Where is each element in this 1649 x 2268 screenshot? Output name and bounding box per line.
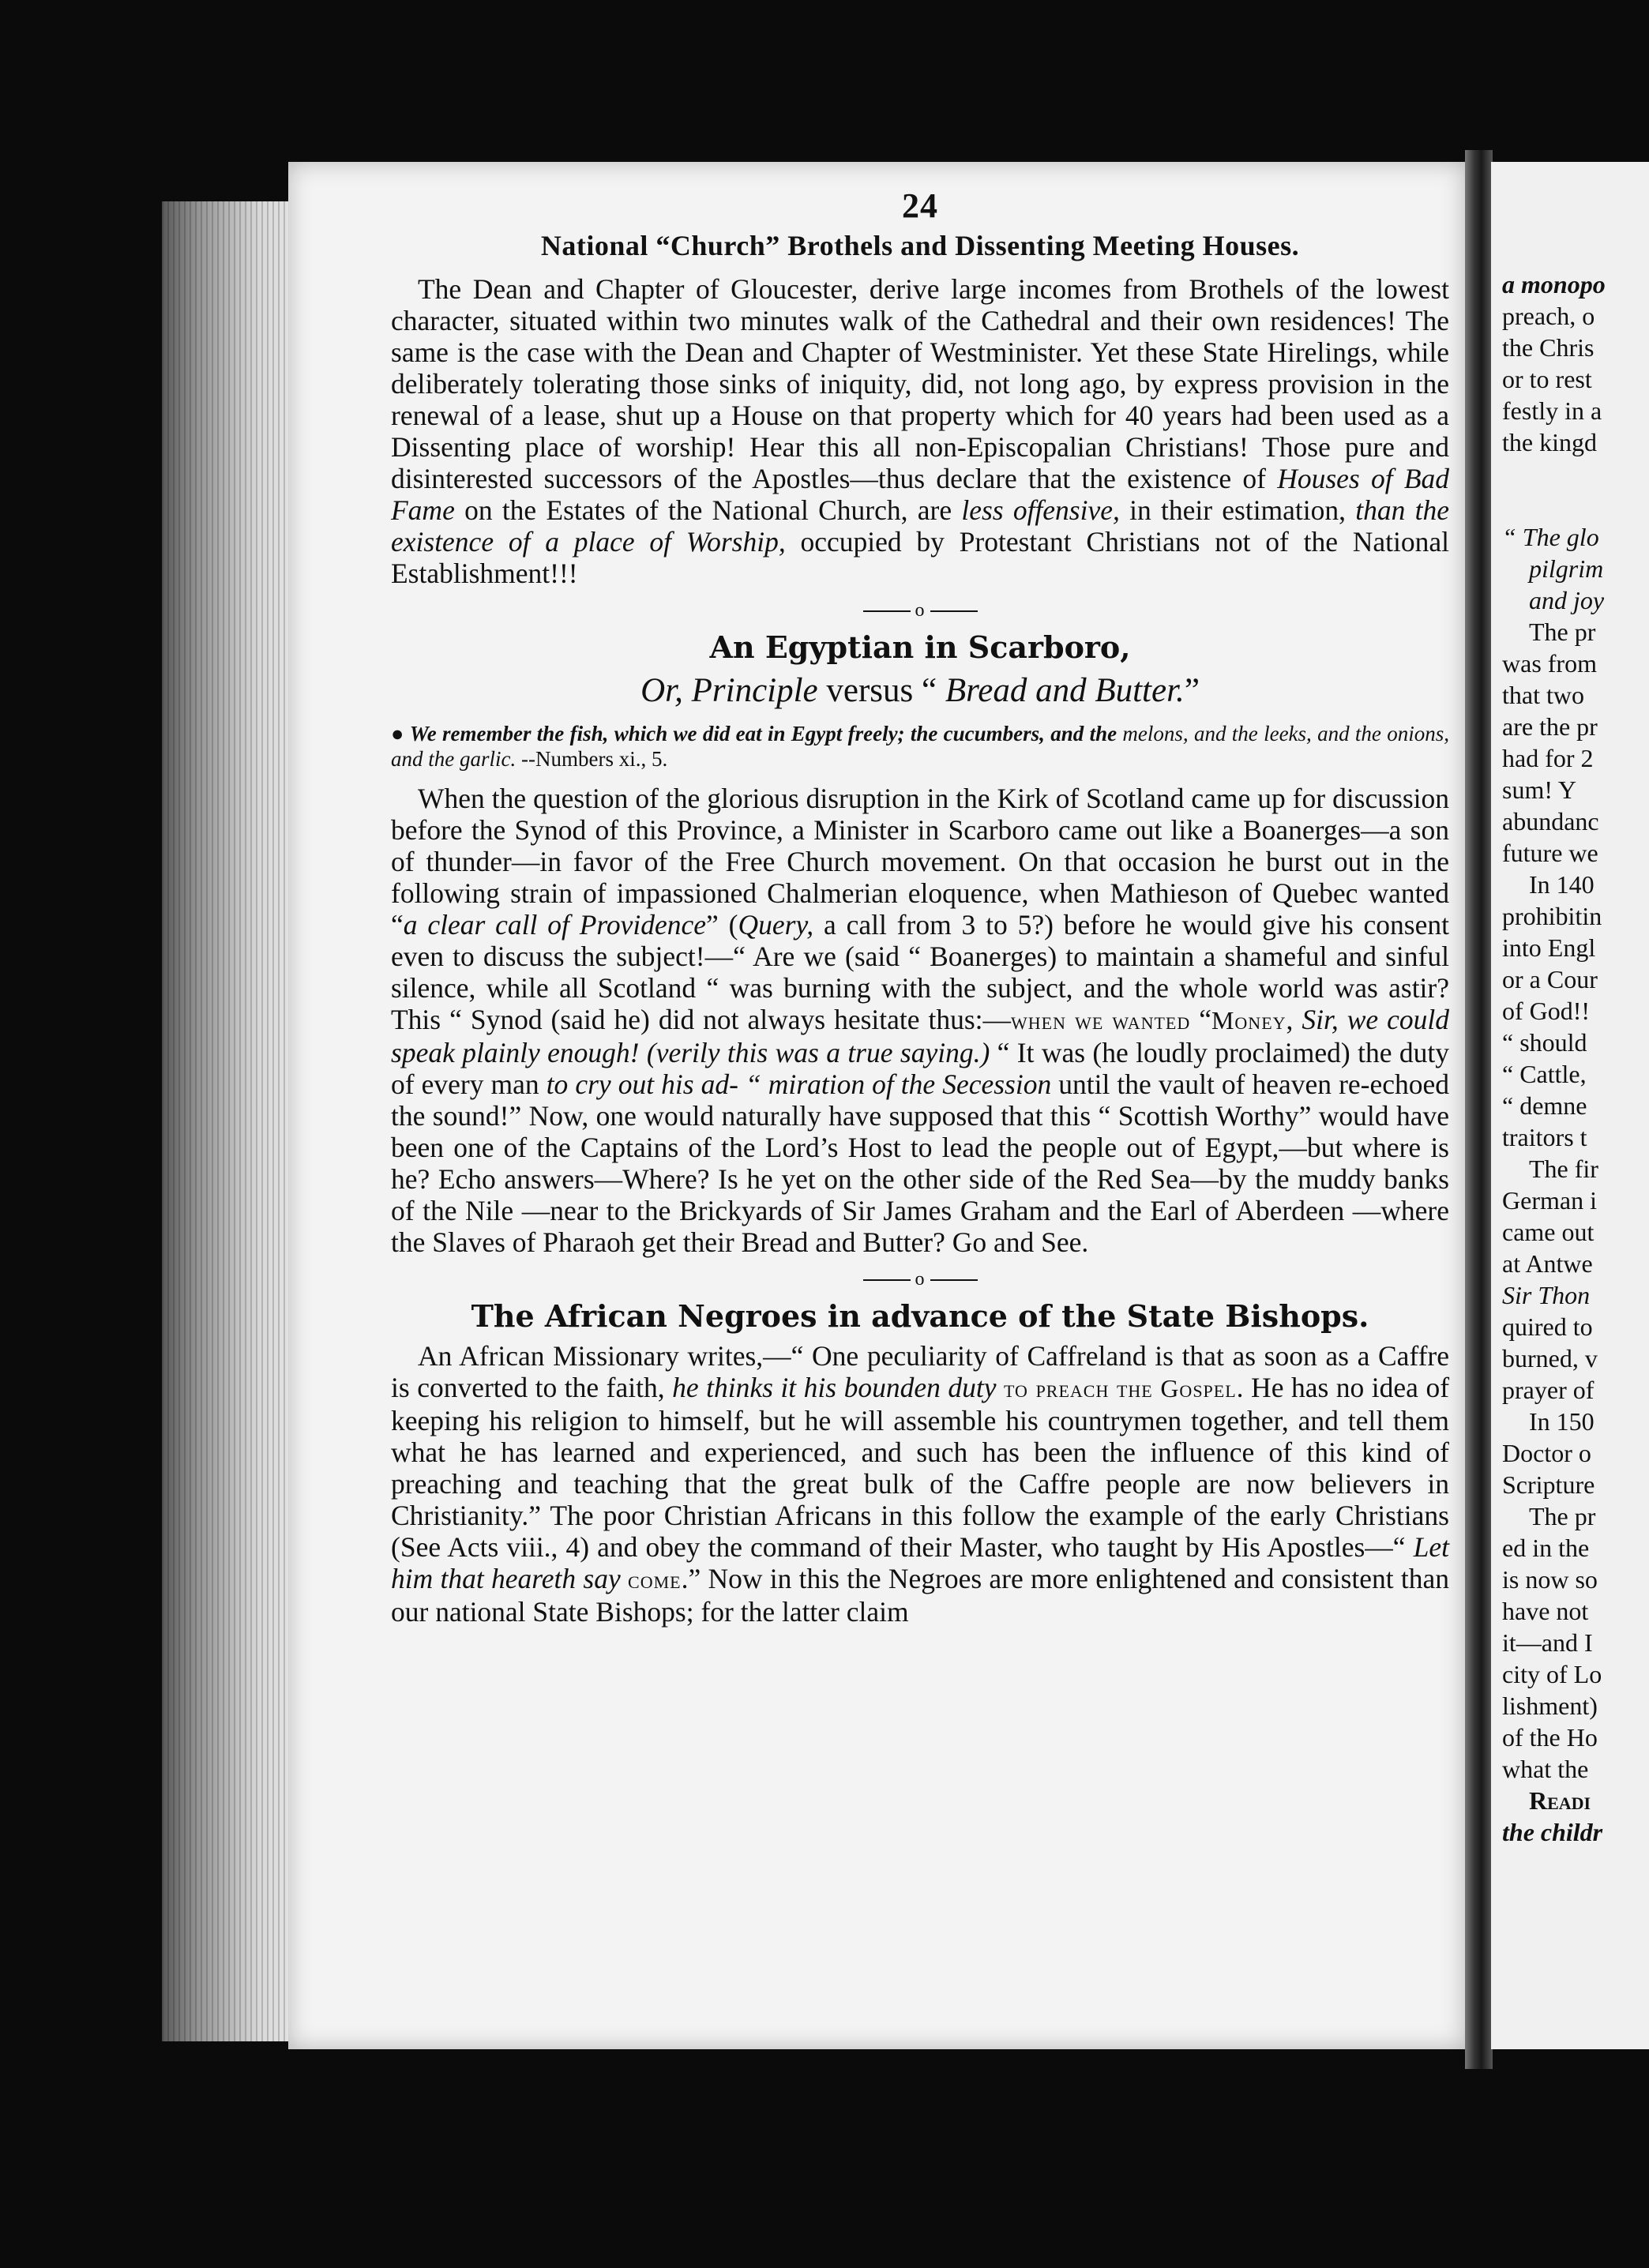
facing-line: quired to [1502, 1312, 1593, 1341]
facing-line: “ The glo [1502, 523, 1599, 551]
facing-line: preach, o [1502, 302, 1595, 330]
section-separator: o [391, 600, 1449, 621]
facing-line: future we [1502, 839, 1598, 867]
facing-line: The fir [1529, 1155, 1598, 1183]
article2-epigraph: ● We remember the fish, which we did eat in Egypt freely; the cucumbers, and the melons, and the leeks, and the onions, and the garlic. --Numbers xi., 5. [391, 722, 1449, 771]
facing-line: The pr [1529, 1502, 1596, 1530]
facing-line: German i [1502, 1186, 1597, 1215]
facing-line: of the Ho [1502, 1723, 1598, 1752]
facing-line [1502, 458, 1649, 490]
facing-line: what the [1502, 1755, 1589, 1783]
page-content [391, 186, 1449, 1628]
facing-line: Doctor o [1502, 1439, 1591, 1467]
article3-body: An African Missionary writes,—“ One peculiarity of Caffreland is that as soon as a Caffre is converted to the faith, he thinks it his bounden duty to preach the Gospel. He has no idea of keeping his religion to himself, but he will assemble his countrymen together, and tell them what he has learned and experienced, and such has been the influence of this kind of preaching and teaching that the great bulk of the Caffre people are now believers in Christianity.” The poor Christian Africans in this follow the example of the early Christians (See Acts viii., 4) and obey the command of their Master, who taught by His Apostles—“ Let him that heareth say come.” Now in this the Negroes are more enlightened and consistent than our national State Bishops; for the latter claim [391, 1340, 1450, 1628]
article2-body: When the question of the glorious disruption in the Kirk of Scotland came up for discussion before the Synod of this Province, a Minister in Scarboro came out like a Boanerges—a son of thunder—in favor of the Free Church movement. On that occasion he burst out in the following strain of impassioned Chalmerian eloquence, when Mathieson of Quebec wanted “a clear call of Providence” (Query, a call from 3 to 5?) before he would give his consent even to discuss the subject!—“ Are we (said “ Boanerges) to maintain a shameful and sinful silence, while all Scotland “ was burning with the subject, and the whole world was astir? This “ Synod (said he) did not always hesitate thus:—when we wanted “Money, Sir, we could speak plainly enough! (verily this was a true saying.) “ It was (he loudly proclaimed) the duty of every man to cry out his ad- “ miration of the Secession until the vault of heaven re-echoed the sound!” Now, one would naturally have supposed that this “ Scottish Worthy” would have been one of the Captains of the Lord’s Host to lead the people out of Egypt,—but where is he? Echo answers—Where? Is he yet on the other side of the Red Sea—by the muddy banks of the Nile —near to the Brickyards of Sir James Graham and the Earl of Aberdeen —where the Slaves of Pharaoh get their Bread and Butter? Go and See. [391, 783, 1450, 1258]
facing-line: have not [1502, 1597, 1589, 1625]
section-separator: o [391, 1269, 1449, 1290]
facing-line: lishment) [1502, 1692, 1598, 1720]
facing-line: “ Cattle, [1502, 1060, 1587, 1088]
facing-line: ed in the [1502, 1534, 1590, 1562]
article3-title: The African Negroes in advance of the State Bishops. [471, 1298, 1369, 1334]
facing-line: the Chris [1502, 333, 1595, 362]
facing-line: or to rest [1502, 365, 1592, 393]
facing-line: it—and I [1502, 1628, 1593, 1657]
facing-line: festly in a [1502, 396, 1602, 425]
facing-line: traitors t [1502, 1123, 1587, 1151]
facing-line: came out [1502, 1218, 1595, 1246]
facing-line: is now so [1502, 1565, 1598, 1594]
facing-line: a monopo [1502, 270, 1606, 299]
facing-line: was from [1502, 649, 1597, 678]
facing-line: the childr [1502, 1818, 1603, 1846]
facing-line: into Engl [1502, 933, 1596, 962]
facing-line: sum! Y [1502, 775, 1576, 804]
facing-line: burned, v [1502, 1344, 1598, 1372]
facing-line: or a Cour [1502, 965, 1598, 993]
book-gutter [1465, 150, 1493, 2069]
facing-line: Scripture [1502, 1470, 1595, 1499]
facing-line: Readi [1529, 1786, 1591, 1815]
article2-title: An Egyptian in Scarboro, [709, 629, 1131, 665]
page-number: 24 [902, 186, 938, 225]
facing-line: and joy [1529, 586, 1605, 614]
running-header: National “Church” Brothels and Dissenting Meeting Houses. [540, 230, 1300, 261]
facing-page [1491, 162, 1649, 2049]
facing-line [1502, 490, 1649, 521]
facing-line: are the pr [1502, 712, 1598, 741]
main-page [288, 162, 1465, 2049]
facing-line: city of Lo [1502, 1660, 1602, 1688]
facing-line: that two [1502, 681, 1584, 709]
facing-line: pilgrim [1529, 554, 1604, 583]
facing-line: “ demne [1502, 1091, 1587, 1120]
facing-line: had for 2 [1502, 744, 1594, 772]
facing-line: In 150 [1529, 1407, 1595, 1436]
article2-subtitle: Or, Principle versus “ Bread and Butter.” [640, 672, 1200, 709]
facing-line: “ should [1502, 1028, 1587, 1057]
facing-line: In 140 [1529, 870, 1595, 899]
facing-line: at Antwe [1502, 1249, 1593, 1278]
facing-line: prohibitin [1502, 902, 1602, 930]
facing-line: the kingd [1502, 428, 1597, 456]
facing-line: abundanc [1502, 807, 1599, 835]
article1-body: The Dean and Chapter of Gloucester, derive large incomes from Brothels of the lowest character, situated within two minutes walk of the Cathedral and their own residences! The same is the case with the Dean and Chapter of Westminister. Yet these State Hirelings, while deliberately tolerating those sinks of iniquity, did, not long ago, by express provision in the renewal of a lease, shut up a House on that property which for 40 years had been used as a Dissenting place of worship! Hear this all non-Episcopalian Christians! Those pure and disinterested successors of the Apostles—thus declare that the existence of Houses of Bad Fame on the Estates of the National Church, are less offensive, in their estimation, than the existence of a place of Worship, occupied by Protestant Christians not of the National Establishment!!! [391, 273, 1450, 589]
facing-line: Sir Thon [1502, 1281, 1591, 1309]
facing-page-text [1502, 268, 1649, 1848]
facing-line: of God!! [1502, 997, 1591, 1025]
facing-line: The pr [1529, 618, 1596, 646]
facing-line: prayer of [1502, 1376, 1595, 1404]
